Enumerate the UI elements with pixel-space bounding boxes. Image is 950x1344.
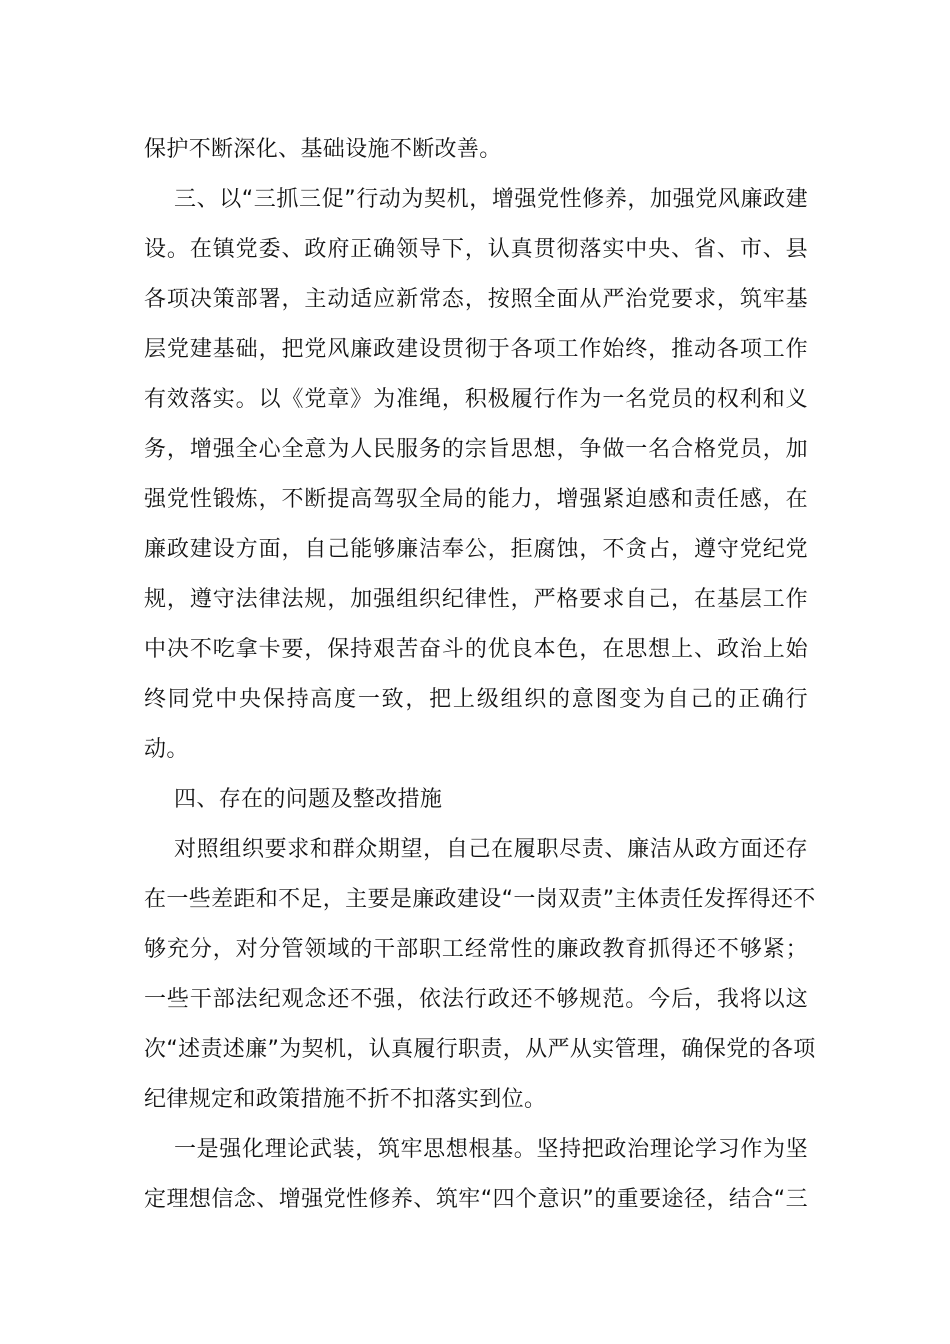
text-line: 纪律规定和政策措施不折不扣落实到位。 bbox=[144, 1087, 547, 1112]
text-line: 廉政建设方面，自己能够廉洁奉公，拒腐蚀，不贪占，遵守党纪党 bbox=[144, 537, 808, 562]
section-heading-four: 四、存在的问题及整改措施 bbox=[174, 787, 443, 812]
text-line: 一些干部法纪观念还不强，依法行政还不够规范。今后，我将以这 bbox=[144, 987, 808, 1012]
section-heading-three: 三、以“三抓三促”行动为契机，增强党性修养，加强党风廉政建 bbox=[174, 187, 808, 212]
text-line: 在一些差距和不足，主要是廉政建设“一岗双责”主体责任发挥得还不 bbox=[144, 887, 816, 912]
text-line: 保护不断深化、基础设施不断改善。 bbox=[144, 137, 502, 162]
text-line: 定理想信念、增强党性修养、筑牢“四个意识”的重要途径，结合“三 bbox=[144, 1187, 808, 1212]
text-line: 一是强化理论武装，筑牢思想根基。坚持把政治理论学习作为坚 bbox=[174, 1137, 808, 1162]
text-line: 设。在镇党委、政府正确领导下，认真贯彻落实中央、省、市、县 bbox=[144, 237, 808, 262]
text-line: 规，遵守法律法规，加强组织纪律性，严格要求自己，在基层工作 bbox=[144, 587, 808, 612]
text-line: 次“述责述廉”为契机，认真履行职责，从严从实管理，确保党的各项 bbox=[144, 1037, 816, 1062]
text-line: 各项决策部署，主动适应新常态，按照全面从严治党要求，筑牢基 bbox=[144, 287, 808, 312]
text-line: 终同党中央保持高度一致，把上级组织的意图变为自己的正确行 bbox=[144, 687, 808, 712]
text-line: 够充分，对分管领域的干部职工经常性的廉政教育抓得还不够紧； bbox=[144, 937, 808, 962]
text-line: 动。 bbox=[144, 737, 189, 762]
text-line: 对照组织要求和群众期望，自己在履职尽责、廉洁从政方面还存 bbox=[174, 837, 808, 862]
text-line: 强党性锻炼，不断提高驾驭全局的能力，增强紧迫感和责任感，在 bbox=[144, 487, 808, 512]
text-line: 务，增强全心全意为人民服务的宗旨思想，争做一名合格党员，加 bbox=[144, 437, 808, 462]
text-line: 中决不吃拿卡要，保持艰苦奋斗的优良本色，在思想上、政治上始 bbox=[144, 637, 808, 662]
text-line: 层党建基础，把党风廉政建设贯彻于各项工作始终，推动各项工作 bbox=[144, 337, 808, 362]
text-line: 有效落实。以《党章》为准绳，积极履行作为一名党员的权利和义 bbox=[144, 387, 808, 412]
